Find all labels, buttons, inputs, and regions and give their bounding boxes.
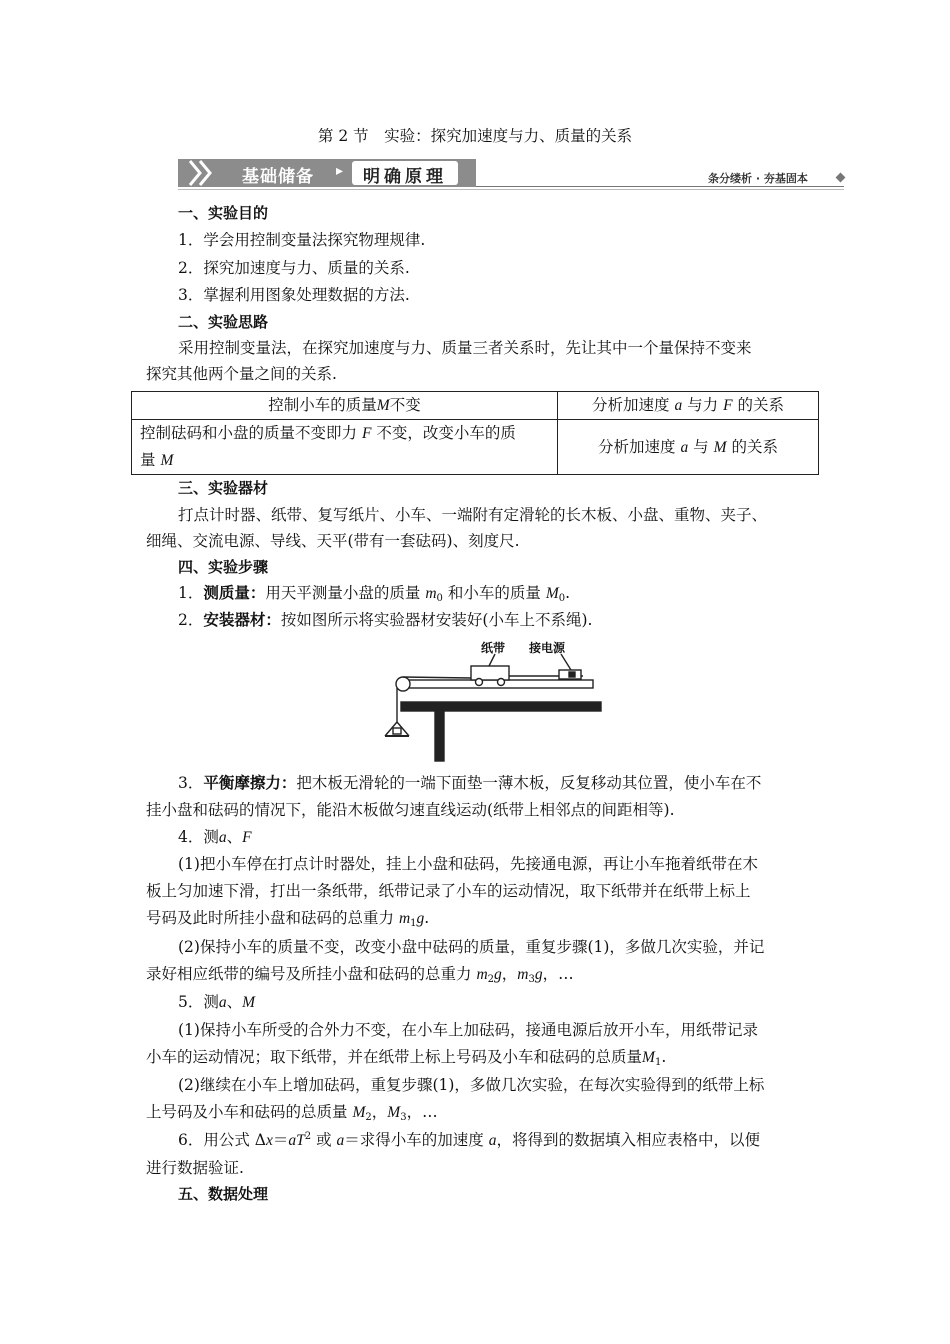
paragraph-line: (2)继续在小车上增加砝码，重复步骤(1)，多做几次实验，在每次实验得到的纸带上标 (178, 1076, 765, 1094)
paragraph-line: 上号码及小车和砝码的总质量 $M_2$，$M_3$，… (146, 1103, 438, 1123)
banner-right-label: 条分缕析 · 夯基固本 (708, 172, 808, 185)
list-item: 3．掌握利用图象处理数据的方法. (178, 286, 410, 304)
step-4-heading: 4．测a、F (178, 828, 252, 846)
paragraph-line: 录好相应纸带的编号及所挂小盘和砝码的总重力 $m_2g$，$m_3g$，… (146, 965, 574, 985)
step-5-heading: 5．测a、M (178, 993, 256, 1011)
cart-wheel (498, 679, 505, 686)
label-paper-tape: 纸带 (481, 641, 506, 655)
table-cell: 控制砝码和小盘的质量不变即力 F 不变，改变小车的质 量 M (132, 420, 558, 475)
paragraph-line: (1)保持小车所受的合外力不变，在小车上加砝码，接通电源后放开小车，用纸带记录 (178, 1021, 758, 1039)
step-6: 6．用公式 $\Delta x=aT^2$ 或 a＝求得小车的加速度 a，将得到的数据填入相应表格中，以便 (178, 1131, 760, 1149)
section-heading: 二、实验思路 (178, 313, 269, 331)
table-cell: 分析加速度 a 与 M 的关系 (558, 420, 819, 475)
apparatus-diagram (383, 638, 603, 762)
banner-underline (178, 189, 844, 190)
label-power: 接电源 (529, 641, 566, 655)
paragraph-line: (2)保持小车的质量不变，改变小盘中砝码的质量，重复步骤(1)，多做几次实验，并记 (178, 938, 765, 956)
step-1: 1．测质量：用天平测量小盘的质量 $m_0$ 和小车的质量 $M_0$. (178, 584, 571, 604)
banner-rule (476, 186, 844, 187)
cart (471, 666, 509, 680)
banner-left-label: 基础储备 (242, 167, 314, 187)
section-banner (178, 156, 848, 190)
list-item: 2．探究加速度与力、质量的关系. (178, 259, 410, 277)
paragraph-line: 小车的运动情况；取下纸带，并在纸带上标上号码及小车和砝码的总质量$M_1$. (146, 1048, 667, 1068)
paragraph-line: 细绳、交流电源、导线、天平(带有一套砝码)、刻度尺. (146, 532, 520, 550)
string (403, 677, 471, 678)
table-top (401, 702, 601, 711)
paragraph-line: 号码及此时所挂小盘和砝码的总重力 $m_1g$. (146, 909, 430, 929)
banner-pill (352, 161, 458, 185)
double-chevron-icon (186, 159, 216, 187)
list-item: 1．学会用控制变量法探究物理规律. (178, 231, 426, 249)
weight (393, 728, 401, 734)
paragraph-line: 探究其他两个量之间的关系. (146, 365, 337, 383)
diamond-icon (836, 173, 846, 183)
table-cell: 控制小车的质量M不变 (132, 392, 558, 420)
table-leg (435, 711, 444, 761)
paragraph-line: (1)把小车停在打点计时器处，挂上小盘和砝码，先接通电源，再让小车拖着纸带在木 (178, 855, 758, 873)
step-2: 2．安装器材：按如图所示将实验器材安装好(小车上不系绳). (178, 611, 593, 629)
section-heading: 一、实验目的 (178, 204, 269, 222)
paragraph-line: 打点计时器、纸带、复写纸片、小车、一端附有定滑轮的长木板、小盘、重物、夹子、 (178, 506, 768, 524)
table-cell: 分析加速度 a 与力 F 的关系 (558, 392, 819, 420)
table-row (132, 392, 819, 420)
paragraph-line: 进行数据验证. (146, 1159, 244, 1177)
control-variable-table (131, 391, 819, 475)
section-heading: 五、数据处理 (178, 1185, 269, 1203)
paragraph-line: 挂小盘和砝码的情况下，能沿木板做匀速直线运动(纸带上相邻点的间距相等). (146, 801, 675, 819)
pulley (396, 677, 410, 691)
cart-wheel (476, 679, 483, 686)
table-row (132, 420, 819, 475)
banner-separator: ▸ (336, 163, 344, 179)
paragraph-line: 板上匀加速下滑，打出一条纸带，纸带记录了小车的运动情况，取下纸带并在纸带上标上 (146, 882, 751, 900)
page-title: 第 2 节 实验：探究加速度与力、质量的关系 (317, 127, 633, 145)
paragraph-line: 采用控制变量法，在探究加速度与力、质量三者关系时，先让其中一个量保持不变来 (178, 339, 752, 357)
banner-pill-label: 明确原理 (363, 167, 447, 187)
step-3: 3．平衡摩擦力：把木板无滑轮的一端下面垫一薄木板，反复移动其位置，使小车在不 (178, 774, 762, 792)
section-heading: 三、实验器材 (178, 479, 269, 497)
section-heading: 四、实验步骤 (178, 558, 269, 576)
